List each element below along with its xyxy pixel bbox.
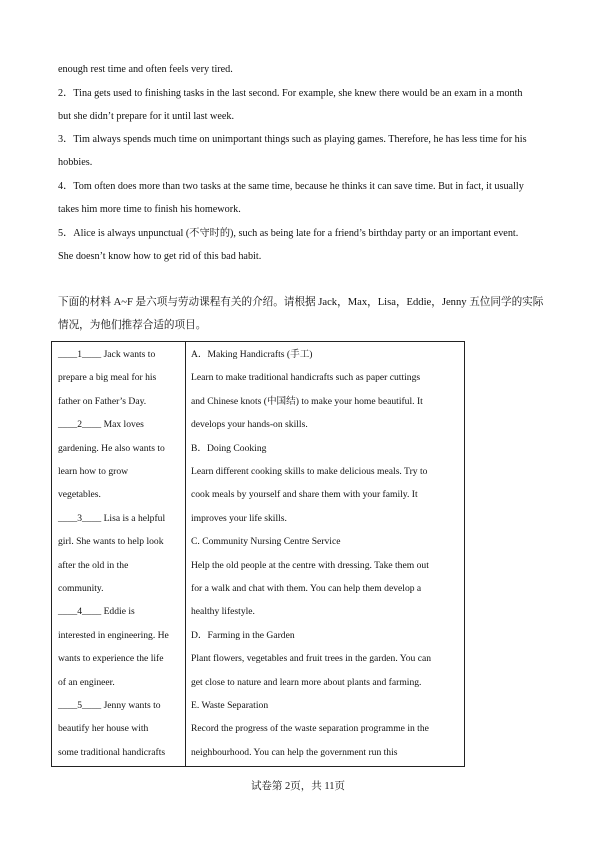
left-cell-line: ____2____ Max loves: [58, 419, 144, 431]
left-cell-line: community.: [58, 583, 104, 594]
right-cell-line: Learn to make traditional handicrafts such as paper cuttings: [191, 372, 421, 384]
passage-line: 4．Tom often does more than two tasks at the same time, because he thinks it can save time. But in fact, it usually: [58, 181, 524, 192]
right-cell-line: E. Waste Separation: [191, 700, 269, 711]
right-cell-line: D．Farming in the Garden: [191, 629, 295, 641]
left-cell-line: ____4____ Eddie is: [58, 606, 135, 618]
left-cell-line: learn how to grow: [58, 466, 129, 477]
left-cell-line: gardening. He also wants to: [58, 442, 165, 454]
page-footer: 试卷第 2页，共 11页: [250, 781, 346, 792]
right-cell-line: Learn different cooking skills to make delicious meals. Try to: [191, 466, 428, 477]
right-cell-line: neighbourhood. You can help the government run this: [191, 746, 398, 758]
left-cell-line: after the old in the: [58, 559, 129, 571]
passage-line: 3．Tim always spends much time on unimportant things such as playing games. Therefore, he has less time for his: [58, 134, 527, 145]
passage-line: enough rest time and often feels very tired.: [58, 64, 233, 75]
matching-table: [51, 341, 465, 767]
passage-line: takes him more time to finish his homework.: [58, 204, 241, 215]
left-cell-line: interested in engineering. He: [58, 629, 169, 641]
passage-line: She doesn’t know how to get rid of this bad habit.: [58, 251, 262, 262]
left-cell-line: of an engineer.: [58, 676, 115, 688]
right-cell-line: C. Community Nursing Centre Service: [191, 536, 341, 548]
left-cell-line: beautify her house with: [58, 723, 149, 735]
passage-line: but she didn’t prepare for it until last week.: [58, 111, 235, 122]
passage-line: hobbies.: [58, 157, 93, 168]
right-cell-line: Record the progress of the waste separation programme in the: [191, 723, 429, 735]
column-divider: [185, 342, 186, 766]
right-cell-line: for a walk and chat with them. You can help them develop a: [191, 583, 422, 594]
right-cell-line: get close to nature and learn more about plants and farming.: [191, 676, 422, 688]
left-cell-line: prepare a big meal for his: [58, 372, 157, 384]
right-cell-line: A．Making Handicrafts (手工): [191, 349, 313, 360]
right-cell-line: cook meals by yourself and share them with your family. It: [191, 489, 418, 501]
right-cell-line: Plant flowers, vegetables and fruit trees in the garden. You can: [191, 653, 432, 665]
passage-line: 5．Alice is always unpunctual (不守时的), such as being late for a friend’s birthday party or an important event.: [58, 228, 519, 239]
left-cell-line: wants to experience the life: [58, 653, 164, 665]
left-cell-line: ____1____ Jack wants to: [58, 349, 156, 360]
instruction-line: 下面的材料 A~F 是六项与劳动课程有关的介绍。请根据 Jack，Max，Lisa，Eddie，Jenny 五位同学的实际: [58, 297, 544, 308]
passage-line: 2．Tina gets used to finishing tasks in the last second. For example, she knew there would be an exam in a month: [58, 88, 523, 99]
left-cell-line: girl. She wants to help look: [58, 536, 164, 548]
right-cell-line: improves your life skills.: [191, 512, 287, 524]
right-cell-line: B．Doing Cooking: [191, 442, 267, 454]
instruction-line: 情况，为他们推荐合适的项目。: [58, 320, 207, 331]
right-cell-line: healthy lifestyle.: [191, 606, 255, 618]
right-cell-line: Help the old people at the centre with dressing. Take them out: [191, 559, 429, 571]
left-cell-line: ____5____ Jenny wants to: [58, 700, 161, 711]
left-cell-line: father on Father’s Day.: [58, 395, 147, 407]
left-cell-line: vegetables.: [58, 489, 101, 501]
left-cell-line: ____3____ Lisa is a helpful: [58, 512, 166, 524]
right-cell-line: and Chinese knots (中国结) to make your home beautiful. It: [191, 395, 423, 407]
left-cell-line: some traditional handicrafts: [58, 746, 166, 758]
right-cell-line: develops your hands-on skills.: [191, 419, 308, 431]
